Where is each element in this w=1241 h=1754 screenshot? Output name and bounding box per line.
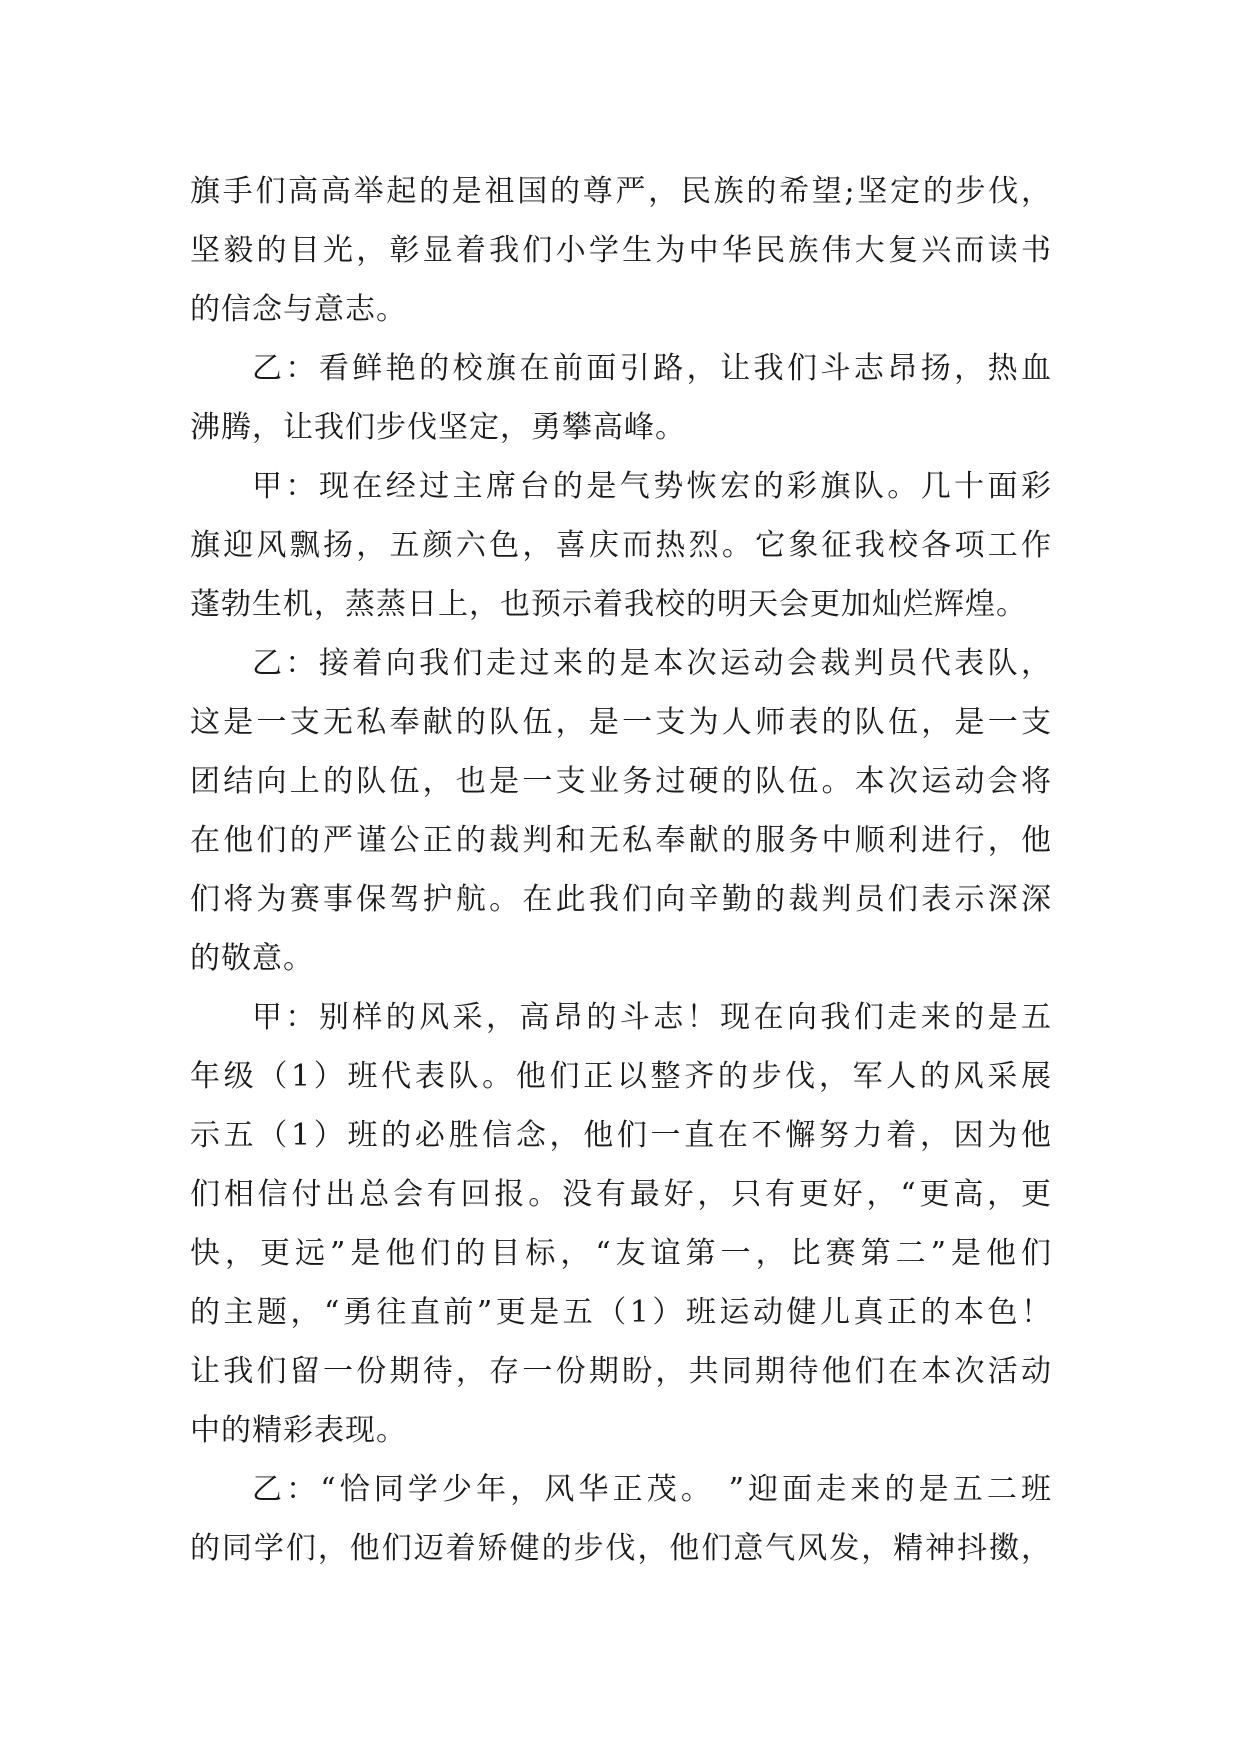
text-line: 让我们留一份期待，存一份期盼，共同期待他们在本次活动 <box>190 1354 1052 1389</box>
text-line: 的信念与意志。 <box>190 292 407 327</box>
text-line: 旗迎风飘扬，五颜六色，喜庆而热烈。它象征我校各项工作 <box>190 528 1052 563</box>
text-line: 团结向上的队伍，也是一支业务过硬的队伍。本次运动会将 <box>190 764 1052 799</box>
text-line: 乙：看鲜艳的校旗在前面引路，让我们斗志昂扬，热血 <box>252 351 1052 386</box>
text-line: 坚毅的目光，彰显着我们小学生为中华民族伟大复兴而读书 <box>190 233 1052 268</box>
paragraph <box>190 634 1052 988</box>
text-line: 的主题，“勇往直前”更是五（1）班运动健儿真正的本色！ <box>190 1295 1052 1330</box>
paragraph <box>190 1460 1052 1578</box>
text-line: 旗手们高高举起的是祖国的尊严，民族的希望;坚定的步伐， <box>190 174 1052 209</box>
paragraph <box>190 162 1052 339</box>
text-line: 甲：现在经过主席台的是气势恢宏的彩旗队。几十面彩 <box>252 469 1052 504</box>
text-line: 们将为赛事保驾护航。在此我们向辛勤的裁判员们表示深深 <box>190 882 1052 917</box>
text-line: 蓬勃生机，蒸蒸日上，也预示着我校的明天会更加灿烂辉煌。 <box>190 587 1027 622</box>
text-line: 沸腾，让我们步伐坚定，勇攀高峰。 <box>190 410 686 445</box>
paragraph <box>190 988 1052 1460</box>
document-body <box>190 162 1052 1578</box>
text-line: 这是一支无私奉献的队伍，是一支为人师表的队伍，是一支 <box>190 705 1052 740</box>
text-line: 的敬意。 <box>190 941 314 976</box>
text-line: 示五（1）班的必胜信念，他们一直在不懈努力着，因为他 <box>190 1118 1052 1153</box>
text-line: 快，更远”是他们的目标，“友谊第一，比赛第二”是他们 <box>190 1236 1052 1271</box>
paragraph <box>190 339 1052 457</box>
paragraph <box>190 457 1052 634</box>
text-line: 中的精彩表现。 <box>190 1413 407 1448</box>
text-line: 乙：接着向我们走过来的是本次运动会裁判员代表队， <box>252 646 1052 681</box>
text-line: 们相信付出总会有回报。没有最好，只有更好，“更高，更 <box>190 1177 1052 1212</box>
text-line: 的同学们，他们迈着矫健的步伐，他们意气风发，精神抖擞， <box>190 1531 1052 1566</box>
text-line: 甲：别样的风采，高昂的斗志！现在向我们走来的是五 <box>252 1000 1052 1035</box>
text-line: 在他们的严谨公正的裁判和无私奉献的服务中顺利进行，他 <box>190 823 1052 858</box>
text-line: 乙：“恰同学少年，风华正茂。 ”迎面走来的是五二班 <box>252 1472 1052 1507</box>
text-line: 年级（1）班代表队。他们正以整齐的步伐，军人的风采展 <box>190 1059 1052 1094</box>
